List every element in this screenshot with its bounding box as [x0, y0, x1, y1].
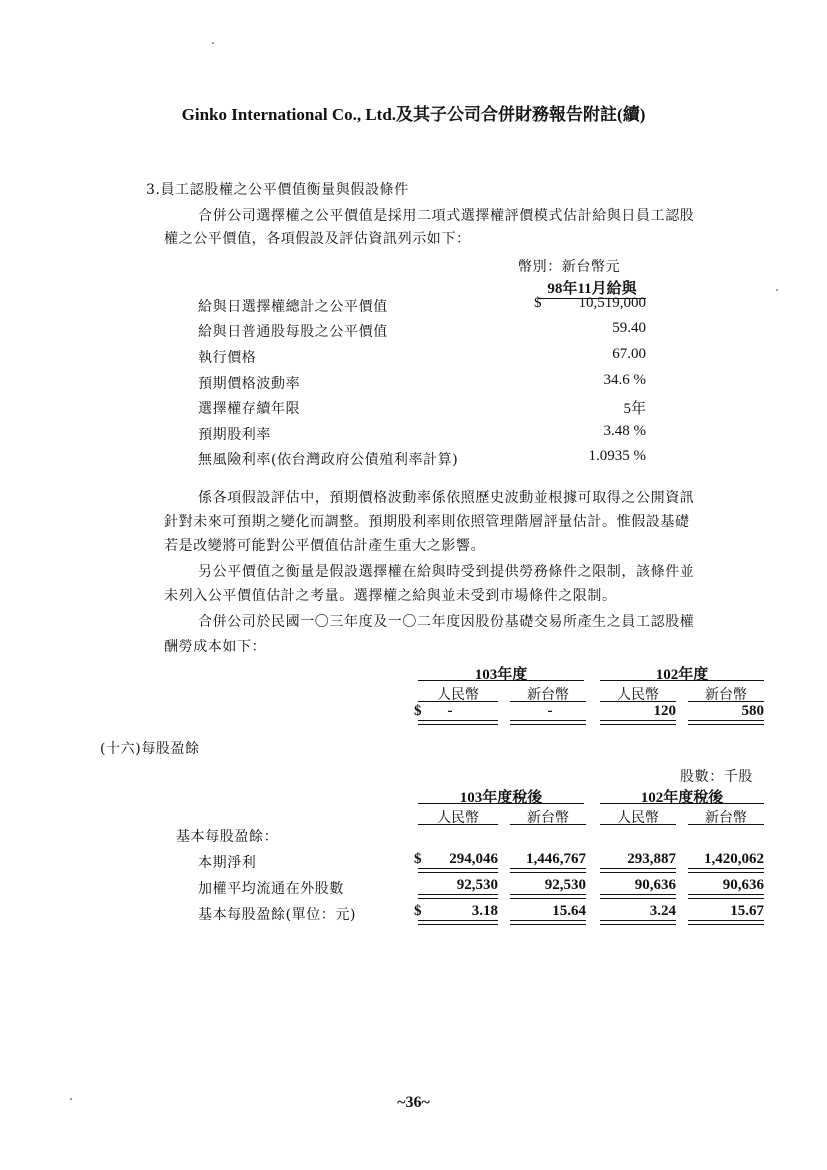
eps-year-103: 103年度稅後	[459, 790, 543, 806]
paragraph-line: 係各項假設評估中，預期價格波動率係依照歷史波動並根據可取得之公開資訊	[198, 490, 695, 506]
eps-col-ntd: 新台幣	[527, 810, 569, 826]
eps-col-ntd: 新台幣	[705, 810, 747, 826]
eps-value: 293,887	[627, 851, 676, 867]
intro-line-1: 合併公司選擇權之公平價值是採用二項式選擇權評價模式估計給與日員工認股	[198, 208, 695, 224]
comp-value: -	[447, 703, 453, 719]
eps-value: 92,530	[544, 877, 586, 893]
assumption-value: 1.0935 %	[588, 448, 646, 464]
section-heading-3: 3.員工認股權之公平價值衡量與假設條件	[146, 182, 409, 198]
assumption-label: 預期價格波動率	[198, 376, 301, 392]
comp-value: 120	[653, 703, 676, 719]
eps-col-rmb: 人民幣	[617, 810, 659, 826]
scan-speck	[212, 42, 214, 44]
eps-value: 90,636	[722, 877, 764, 893]
unit-note: 股數：千股	[680, 769, 753, 785]
comp-col-rmb: 人民幣	[617, 687, 659, 703]
eps-row-label: 本期淨利	[198, 855, 257, 871]
comp-col-ntd: 新台幣	[527, 687, 569, 703]
paragraph-line: 合併公司於民國一〇三年度及一〇二年度因股份基礎交易所產生之員工認股權	[198, 614, 695, 630]
scan-speck	[70, 1098, 72, 1100]
eps-value: 294,046	[449, 851, 498, 867]
column-header-grant: 98年11月給與	[538, 277, 646, 299]
eps-dollar-sign: $	[414, 903, 422, 919]
intro-line-2: 權之公平價值，各項假設及評估資訊列示如下：	[164, 231, 471, 247]
eps-col-rmb: 人民幣	[437, 810, 479, 826]
eps-value: 1,446,767	[526, 851, 586, 867]
page-title: Ginko International Co., Ltd.及其子公司合併財務報告附註(續)	[181, 105, 646, 124]
assumption-value: 5年	[623, 401, 646, 417]
eps-year-102: 102年度稅後	[640, 790, 724, 806]
assumption-label: 給與日普通股每股之公平價值	[198, 324, 388, 340]
paragraph-line: 針對未來可預期之變化而調整。預期股利率則依照管理階層評量估計。惟假設基礎	[164, 514, 690, 530]
currency-note: 幣別：新台幣元	[518, 259, 621, 275]
eps-value: 15.67	[730, 903, 764, 919]
eps-value: 1,420,062	[704, 851, 764, 867]
assumption-value: 10,519,000	[578, 295, 646, 311]
comp-dollar-sign: $	[414, 703, 422, 719]
assumption-label: 無風險利率(依台灣政府公債殖利率計算)	[198, 452, 459, 468]
comp-col-ntd: 新台幣	[705, 687, 747, 703]
comp-year-103: 103年度	[474, 667, 528, 683]
assumption-label: 給與日選擇權總計之公平價值	[198, 299, 388, 315]
eps-value: 92,530	[456, 877, 498, 893]
comp-value: -	[547, 703, 553, 719]
eps-row-label: 加權平均流通在外股數	[198, 881, 344, 897]
paragraph-line: 另公平價值之衡量是假設選擇權在給與時受到提供勞務條件之限制，該條件並	[198, 564, 695, 580]
assumption-value: 67.00	[612, 346, 646, 362]
eps-value: 90,636	[634, 877, 676, 893]
comp-year-102: 102年度	[655, 667, 709, 683]
assumption-label: 執行價格	[198, 350, 257, 366]
section-heading-16: (十六)每股盈餘	[100, 741, 200, 757]
eps-value: 3.18	[471, 903, 498, 919]
page-number: ~36~	[397, 1094, 430, 1111]
paragraph-line: 若是改變將可能對公平價值估計產生重大之影響。	[164, 538, 486, 554]
dollar-sign: $	[534, 295, 542, 311]
eps-value: 15.64	[552, 903, 586, 919]
assumption-value: 59.40	[612, 320, 646, 336]
eps-group-label: 基本每股盈餘：	[176, 829, 279, 845]
scan-speck	[776, 289, 778, 291]
paragraph-line: 未列入公平價值估計之考量。選擇權之給與並未受到市場條件之限制。	[164, 588, 617, 604]
assumption-label: 選擇權存續年限	[198, 401, 301, 417]
assumption-label: 預期股利率	[198, 427, 271, 443]
comp-col-rmb: 人民幣	[437, 687, 479, 703]
assumption-value: 3.48 %	[603, 423, 646, 439]
assumption-value: 34.6 %	[603, 372, 646, 388]
paragraph-line: 酬勞成本如下：	[164, 639, 267, 655]
comp-value: 580	[741, 703, 764, 719]
eps-row-label: 基本每股盈餘(單位：元)	[198, 907, 357, 923]
eps-dollar-sign: $	[414, 851, 422, 867]
eps-value: 3.24	[649, 903, 676, 919]
